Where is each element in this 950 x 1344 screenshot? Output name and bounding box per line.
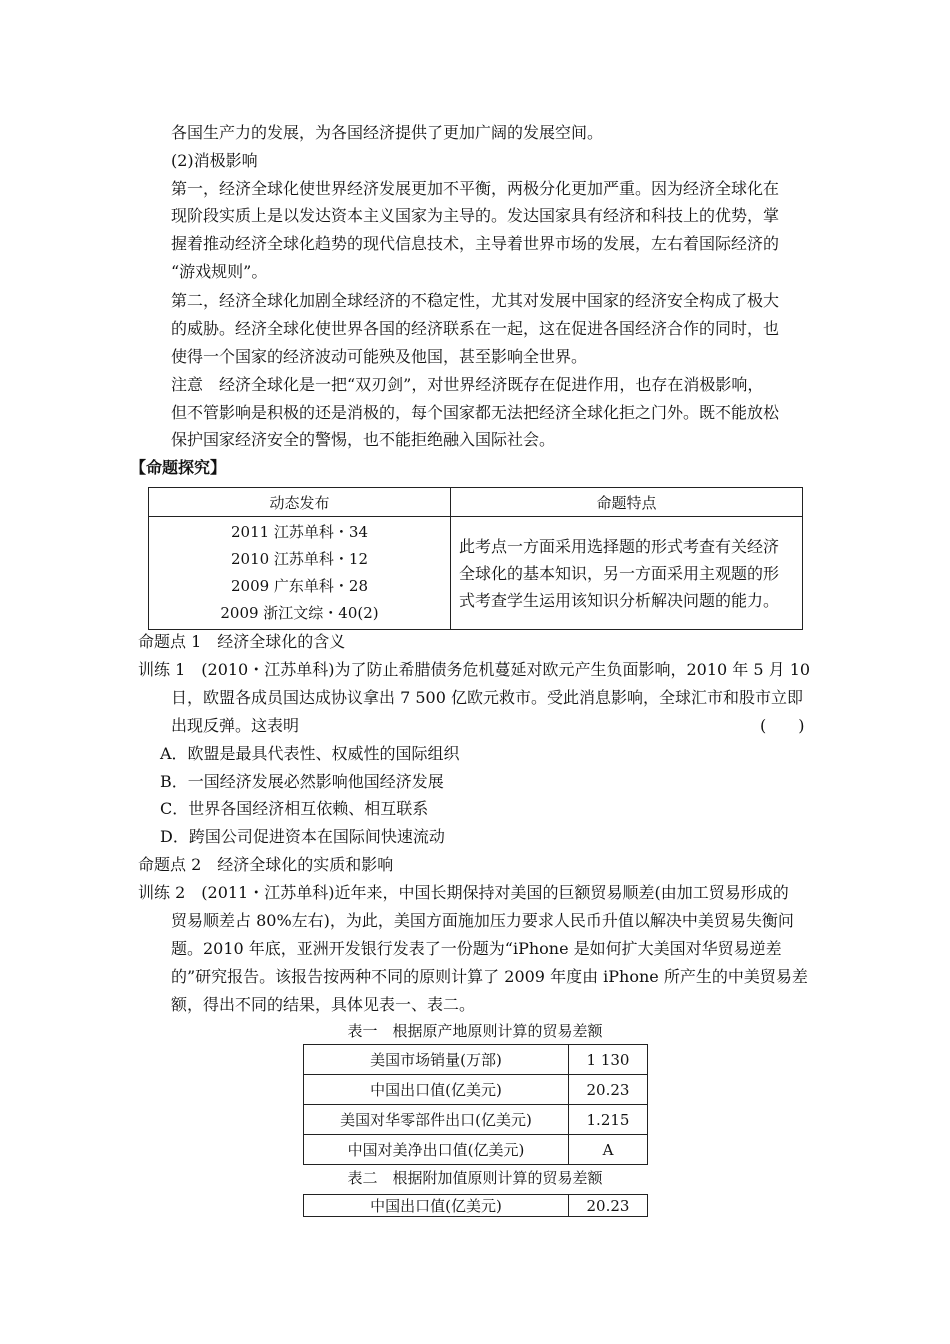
table-row bbox=[304, 1045, 648, 1075]
table2 bbox=[303, 1194, 648, 1217]
text-line: 第二，经济全球化加剧全球经济的不稳定性，尤其对发展中国家的经济安全构成了极大 bbox=[171, 291, 780, 310]
row-value: 1 130 bbox=[569, 1045, 648, 1075]
row-value: 20.23 bbox=[569, 1195, 648, 1217]
question-line: 贸易顺差占 80%左右)，为此，美国方面施加压力要求人民币升值以解决中美贸易失衡问 bbox=[171, 911, 794, 930]
table-header-features: 命题特点 bbox=[451, 488, 803, 517]
features-line: 全球化的基本知识，另一方面采用主观题的形 bbox=[459, 563, 780, 583]
text-line: 各国生产力的发展，为各国经济提供了更加广阔的发展空间。 bbox=[171, 123, 604, 142]
row-label: 美国市场销量(万部) bbox=[304, 1045, 569, 1075]
answer-bracket: ( ) bbox=[760, 716, 805, 735]
table-header-dynamics: 动态发布 bbox=[149, 488, 451, 517]
question-line: 日，欧盟各成员国达成协议拿出 7 500 亿欧元救市。受此消息影响，全球汇市和股市立即 bbox=[171, 688, 803, 707]
note-line: 但不管影响是积极的还是消极的，每个国家都无法把经济全球化拒之门外。既不能放松 bbox=[171, 403, 780, 422]
text-line: 的威胁。经济全球化使世界各国的经济联系在一起，这在促进各国经济合作的同时，也 bbox=[171, 319, 780, 338]
point-heading-1: 命题点 1 经济全球化的含义 bbox=[138, 632, 346, 651]
text-line: 第一，经济全球化使世界经济发展更加不平衡，两极分化更加严重。因为经济全球化在 bbox=[171, 179, 780, 198]
text-line: 握着推动经济全球化趋势的现代信息技术，主导着世界市场的发展，左右着国际经济的 bbox=[171, 234, 780, 253]
row-value: 20.23 bbox=[569, 1075, 648, 1105]
features-line: 此考点一方面采用选择题的形式考查有关经济 bbox=[459, 536, 780, 556]
question-line: 出现反弹。这表明 bbox=[171, 716, 300, 735]
row-label: 中国出口值(亿美元) bbox=[304, 1075, 569, 1105]
subsection-heading: (2)消极影响 bbox=[171, 151, 258, 170]
row-label: 美国对华零部件出口(亿美元) bbox=[304, 1105, 569, 1135]
text-line: 现阶段实质上是以发达资本主义国家为主导的。发达国家具有经济和科技上的优势，掌 bbox=[171, 206, 780, 225]
section-title: 【命题探究】 bbox=[130, 458, 227, 477]
text-line: 使得一个国家的经济波动可能殃及他国，甚至影响全世界。 bbox=[171, 347, 588, 366]
table-row bbox=[304, 1075, 648, 1105]
table1-caption: 表一 根据原产地原则计算的贸易差额 bbox=[347, 1022, 603, 1040]
row-value: A bbox=[569, 1135, 648, 1165]
row-label: 中国出口值(亿美元) bbox=[304, 1195, 569, 1217]
dynamics-item: 2009 浙江文综・40(2) bbox=[220, 604, 379, 622]
question-line: 题。2010 年底，亚洲开发银行发表了一份题为“iPhone 是如何扩大美国对华贸易逆差 bbox=[171, 939, 782, 958]
question-line: 的”研究报告。该报告按两种不同的原则计算了 2009 年度由 iPhone 所产生的中美贸易差 bbox=[171, 967, 808, 986]
row-label: 中国对美净出口值(亿美元) bbox=[304, 1135, 569, 1165]
dynamics-item: 2010 江苏单科・12 bbox=[230, 550, 369, 568]
option-c: C．世界各国经济相互依赖、相互联系 bbox=[160, 799, 429, 818]
option-b: B．一国经济发展必然影响他国经济发展 bbox=[160, 772, 444, 791]
table-row bbox=[304, 1195, 648, 1217]
table-row bbox=[304, 1135, 648, 1165]
table2-caption: 表二 根据附加值原则计算的贸易差额 bbox=[347, 1169, 603, 1187]
point-heading-2: 命题点 2 经济全球化的实质和影响 bbox=[138, 855, 394, 874]
note-line: 保护国家经济安全的警惕，也不能拒绝融入国际社会。 bbox=[171, 430, 556, 449]
features-cell bbox=[451, 517, 803, 630]
option-d: D．跨国公司促进资本在国际间快速流动 bbox=[160, 827, 445, 846]
dynamics-item: 2009 广东单科・28 bbox=[230, 577, 369, 595]
row-value: 1.215 bbox=[569, 1105, 648, 1135]
features-line: 式考查学生运用该知识分析解决问题的能力。 bbox=[459, 590, 780, 610]
question-line: 训练 1 (2010・江苏单科)为了防止希腊债务危机蔓延对欧元产生负面影响，2010 年 5 月 10 bbox=[138, 660, 811, 679]
question-line: 训练 2 (2011・江苏单科)近年来，中国长期保持对美国的巨额贸易顺差(由加工贸易形成的 bbox=[138, 883, 789, 902]
text-line: “游戏规则”。 bbox=[171, 262, 268, 281]
option-a: A．欧盟是最具代表性、权威性的国际组织 bbox=[160, 744, 460, 763]
explore-table bbox=[148, 487, 803, 630]
note-line: 注意 经济全球化是一把“双刃剑”，对世界经济既存在促进作用，也存在消极影响， bbox=[171, 375, 764, 394]
table1 bbox=[303, 1044, 648, 1165]
dynamics-item: 2011 江苏单科・34 bbox=[230, 523, 369, 541]
question-line: 额，得出不同的结果，具体见表一、表二。 bbox=[171, 995, 476, 1014]
table-row bbox=[304, 1105, 648, 1135]
dynamics-cell bbox=[149, 517, 451, 630]
